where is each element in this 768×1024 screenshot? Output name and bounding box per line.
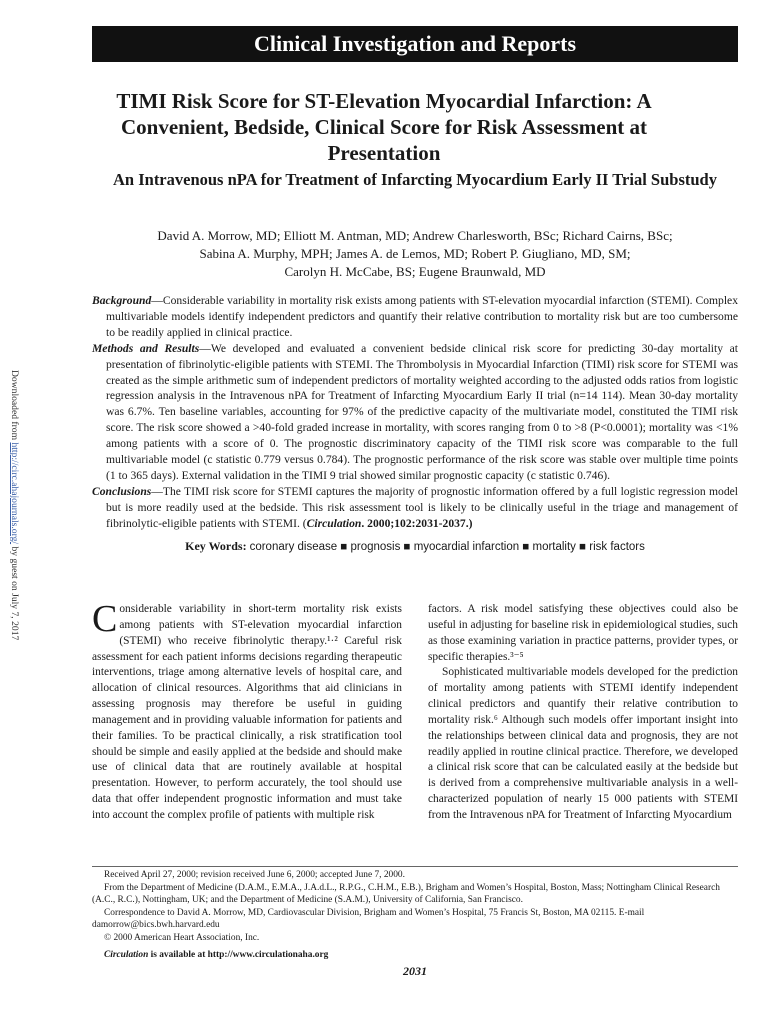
- abstract-text: —Considerable variability in mortality risk exists among patients with ST-elevation myocardial infarction (STEMI). Complex multivariable models identify independent predictors and quantify their relative contribution to mortality risk but are too cumbersome to be readily applied in clinical practice.: [106, 294, 738, 339]
- download-notice-text: [9, 370, 20, 640]
- author-line: Carolyn H. McCabe, BS; Eugene Braunwald, MD: [284, 264, 546, 279]
- journal-site-link[interactable]: http://circ.ahajournals.org/: [9, 442, 20, 545]
- abstract-heading: Methods and Results: [92, 341, 200, 355]
- footnote-correspondence: Correspondence to David A. Morrow, MD, Cardiovascular Division, Brigham and Women’s Hospital, 75 Francis St, Boston, MA 02115. E-mail damorrow@bics.bwh.harvard.edu: [92, 907, 645, 931]
- abstract: [92, 293, 738, 556]
- abstract-methods: [92, 341, 738, 484]
- author-line: Sabina A. Murphy, MPH; James A. de Lemos, MD; Robert P. Giugliano, MD, SM;: [199, 246, 631, 261]
- footnote-copyright: © 2000 American Heart Association, Inc.: [104, 932, 260, 943]
- keywords: [92, 539, 738, 556]
- body-paragraph: [92, 598, 402, 824]
- section-header-bar: [92, 26, 738, 62]
- article-subtitle: An Intravenous nPA for Treatment of Infarcting Myocardium Early II Trial Substudy: [113, 170, 717, 189]
- body-column-left: [92, 598, 402, 824]
- abstract-background: [92, 293, 738, 341]
- body-text: onsiderable variability in short-term mortality risk exists among patients with ST-elevation myocardial infarction (STEMI) who receive fibrinolytic therapy.¹·² Careful risk assessment for each patient informs decisions regarding therapeutic interventions, triage among alternative levels of hospital care, and allocation of clinical resources. Algorithms that aid clinicians in assessing prognosis may therefore be useful in guiding management and in providing valuable information for patients and their families. To be practical clinically, a risk stratification tool should be simple and easily applied at the bedside and should make use of clinical data that are routinely available at hospital presentation. However, to perform accurately, the tool should use data that offer independent prognostic information and must take into account the complex profile of patients with multiple risk: [92, 603, 402, 821]
- download-suffix: by guest on July 7, 2017: [9, 544, 20, 641]
- section-label: Clinical Investigation and Reports: [253, 31, 577, 56]
- footnote-availability: [92, 949, 738, 962]
- page-number: 2031: [403, 964, 427, 978]
- download-prefix: Downloaded from: [9, 370, 20, 443]
- author-line: David A. Morrow, MD; Elliott M. Antman, MD; Andrew Charlesworth, BSc; Richard Cairns, BSc;: [157, 228, 673, 243]
- article-title: TIMI Risk Score for ST-Elevation Myocardial Infarction: A Convenient, Bedside, Clinical Score for Risk Assessment at Presentation: [116, 89, 652, 165]
- abstract-text: —The TIMI risk score for STEMI captures the majority of prognostic information offered by a full logistic regression model but is more readily used at the bedside. This risk assessment tool is likely to be clinically useful in the triage and management of fibrinolytic-eligible patients with STEMI. (: [106, 484, 738, 530]
- citation-journal: Circulation: [306, 516, 362, 530]
- journal-name: Circulation: [104, 949, 149, 960]
- footnote-received: Received April 27, 2000; revision received June 6, 2000; accepted June 7, 2000.: [104, 870, 405, 880]
- citation-ref: . 2000;102:2031-2037.): [361, 516, 473, 530]
- download-notice: [6, 370, 24, 670]
- drop-cap: C: [92, 598, 118, 640]
- abstract-conclusions: [92, 484, 738, 532]
- keywords-list: coronary disease ■ prognosis ■ myocardial infarction ■ mortality ■ risk factors: [249, 540, 645, 553]
- keywords-label: Key Words:: [185, 538, 247, 553]
- abstract-heading: Conclusions: [92, 484, 152, 498]
- abstract-text: —We developed and evaluated a convenient bedside clinical risk score for predicting 30-day mortality at presentation of fibrinolytic-eligible patients with STEMI. The Thrombolysis in Myocardial Infarction (TIMI) risk score for STEMI was created as the simple arithmetic sum of independent predictors of mortality weighted according to the adjusted odds ratios from logistic regression analysis in the Intravenous nPA for Treatment of Infarcting Myocardium Early II trial (n=14 114). Mean 30-day mortality was 6.7%. Ten baseline variables, accounting for 97% of the predictive capacity of the multivariate model, constituted the TIMI risk score. The risk score showed a >40-fold graded increase in mortality, with scores ranging from 0 to >8 (P<0.0001); mortality was <1% among patients with a score of 0. The prognostic discriminatory capacity of the TIMI risk score was comparable to the full multivariable model (c statistic 0.779 versus 0.784). The prognostic performance of the risk score was stable over multiple time points (1 to 365 days). External validation in the TIMI 9 trial showed similar prognostic capacity (c statistic 0.746).: [106, 341, 738, 482]
- body-paragraph: factors. A risk model satisfying these objectives could also be useful in adjusting for baseline risk in epidemiological studies, such as those examining variation in practice patterns, provider types, or specific therapies.³⁻⁵: [428, 603, 738, 663]
- availability-text: is available at http://www.circulationaha.org: [148, 949, 329, 960]
- body-paragraph: Sophisticated multivariable models developed for the prediction of mortality among patients with STEMI identify independent clinical predictors and quantify their relative contribution to mortality risk.⁶ Although such models offer important insight into the relationships between clinical data and prognosis, they are not readily applied in routine clinical practice. Therefore, we developed a clinical risk score that can be calculated easily at the bedside but is derived from a comprehensive multivariable analysis in a well-characterized population of nearly 15 000 patients with STEMI from the Intravenous nPA for Treatment of Infarcting Myocardium: [428, 666, 738, 821]
- footnote-affiliation: From the Department of Medicine (D.A.M., E.M.A., J.A.d.L., R.P.G., C.H.M., E.B.), Brigham and Women’s Hospital, Boston, Mass; Nottingham Clinical Research (A.C., R.C.), Nottingham, UK; and the Department of Medicine (S.A.M.), University of California, San Francisco.: [92, 882, 720, 906]
- abstract-heading: Background: [92, 294, 152, 307]
- footnotes: [92, 866, 738, 961]
- body-column-right: [428, 602, 738, 824]
- author-list: [92, 227, 738, 281]
